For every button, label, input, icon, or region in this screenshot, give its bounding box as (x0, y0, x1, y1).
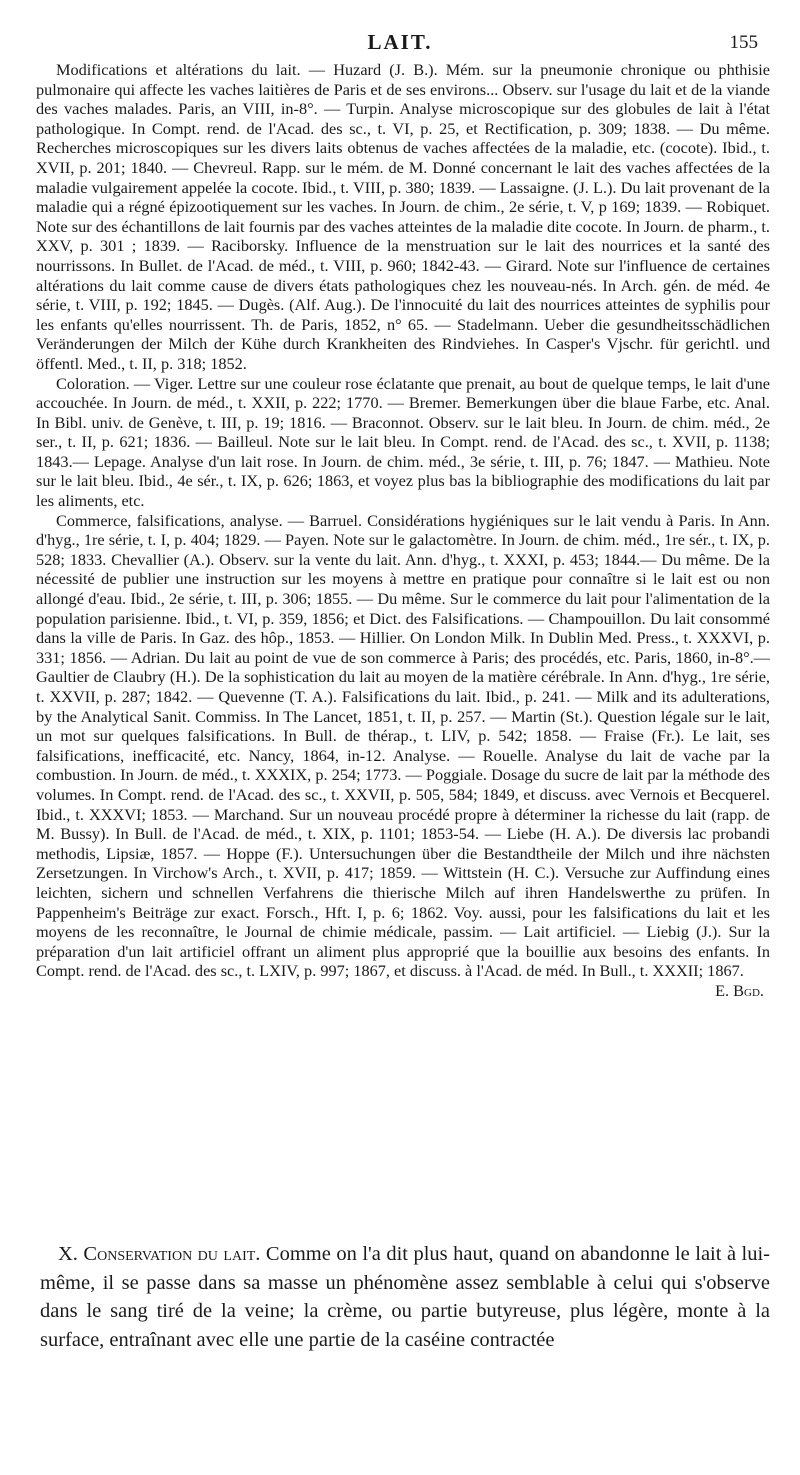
bibliography-paragraph-coloration: Coloration. — Viger. Lettre sur une couleur rose éclatante que prenait, au bout de quelque temps, le lait d'une accouchée. In Journ. de méd., t. XXII, p. 222; 1770. — Bremer. Bemerkungen über die blaue Farbe, etc. Anal. In Bibl. univ. de Genève, t. III, p. 19; 1816. — Braconnot. Observ. sur le lait bleu. In Journ. de chim. méd., 2e ser., t. II, p. 621; 1836. — Bailleul. Note sur le lait bleu. In Compt. rend. de l'Acad. des sc., t. XVII, p. 1138; 1843.— Lepage. Analyse d'un lait rose. In Journ. de chim. méd., 3e série, t. III, p. 76; 1847. — Mathieu. Note sur le lait bleu. Ibid., 4e sér., t. IX, p. 626; 1863, et voyez plus bas la bibliographie des modifications du lait par les aliments, etc. (36, 373, 770, 511)
bibliography-paragraph-modifications: Modifications et altérations du lait. — Huzard (J. B.). Mém. sur la pneumonie chronique ou phthisie pulmonaire qui affecte les vaches laitières de Paris et de ses environs... Observ. sur l'usage du lait et de la viande des vaches malades. Paris, an VIII, in-8°. — Turpin. Analyse microscopique sur des globules de lait à l'état pathologique. In Compt. rend. de l'Acad. des sc., t. VI, p. 25, et Rectification, p. 309; 1838. — Du même. Recherches microscopiques sur les divers laits obtenus de vaches affectées de la maladie, etc. (cocote). Ibid., t. XVII, p. 201; 1840. — Chevreul. Rapp. sur le mém. de M. Donné concernant le lait des vaches affectées de la maladie vulgairement appelée la cocote. Ibid., t. VIII, p. 380; 1839. — Lassaigne. (J. L.). Du lait provenant de la maladie qui a régné épizootiquement sur les vaches. In Journ. de chim., 2e série, t. V, p 169; 1839. — Robiquet. Note sur des échantillons de lait fournis par des vaches atteintes de la maladie dite cocote. In Journ. de pharm., t. XXV, p. 301 ; 1839. — Raciborsky. Influence de la menstruation sur le lait des nourrices et la santé des nourrissons. In Bullet. de l'Acad. de méd., t. VIII, p. 960; 1842-43. — Girard. Note sur l'influence de certaines altérations du lait comme cause de divers états pathologiques chez les nouveau-nés. In Arch. gén. de méd. 4e série, t. VIII, p. 192; 1845. — Dugès. (Alf. Aug.). De l'innocuité du lait des nourrices atteintes de syphilis pour les enfants qu'elles nourrissent. Th. de Paris, 1852, n° 65. — Stadelmann. Ueber die gesundheitsschädlichen Veränderungen der Milch der Kühe durch Krankheiten des Rindviehes. In Casper's Vjschr. für gerichtl. und öffentl. Med., t. II, p. 318; 1852. (36, 60, 770, 373)
running-head (0, 30, 800, 54)
page-number: 155 (729, 32, 758, 53)
bibliography (36, 60, 770, 1001)
section-body: Comme on l'a dit plus haut, quand on abandonne le lait à lui-même, il se passe dans sa masse un phénomène assez semblable à celui qui s'observe dans le sang tiré de la veine; la crème, ou partie butyreuse, plus légère, monte à la surface, entraînant avec elle une partie de la caséine contractée (40, 1243, 771, 1351)
section-conservation (40, 1240, 770, 1354)
bibliography-paragraph-commerce: Commerce, falsifications, analyse. — Barruel. Considérations hygiéniques sur le lait vendu à Paris. In Ann. d'hyg., 1re série, t. I, p. 404; 1829. — Payen. Note sur le galactomètre. In Journ. de chim. méd., 1re sér., t. IX, p. 528; 1833. Chevallier (A.). Observ. sur la vente du lait. Ann. d'hyg., t. XXXI, p. 453; 1844.— Du même. De la nécessité de publier une instruction sur les moyens à mettre en pratique pour connaître si le lait est ou non allongé d'eau. Ibid., 2e série, t. III, p. 306; 1855. — Du même. Sur le commerce du lait pour l'alimentation de la population parisienne. Ibid., t. VI, p. 359, 1856; et Dict. des Falsifications. — Champouillon. Du lait consommé dans la ville de Paris. In Gaz. des hôp., 1853. — Hillier. On London Milk. In Dublin Med. Press., t. XXXVI, p. 331; 1856. — Adrian. Du lait au point de vue de son commerce à Paris; des procédés, etc. Paris, 1860, in-8°.— Gaultier de Claubry (H.). De la sophistication du lait au moyen de la matière cérébrale. In Ann. d'hyg., 1re série, t. XXVII, p. 287; 1842. — Quevenne (T. A.). Falsifications du lait. Ibid., p. 241. — Milk and its adulterations, by the Analytical Sanit. Commiss. In The Lancet, 1851, t. II, p. 257. — Martin (St.). Question légale sur le lait, un mot sur quelques falsifications. In Bull. de thérap., t. LIV, p. 542; 1858. — Fraise (Fr.). Le lait, ses falsifications, inefficacité, etc. Nancy, 1864, in-12. Analyse. — Rouelle. Analyse du lait de vache par la combustion. In Journ. de méd., t. XXXIX, p. 254; 1773. — Poggiale. Dosage du sucre de lait par la méthode des volumes. In Compt. rend. de l'Acad. des sc., t. XXVII, p. 505, 584; 1849, et discuss. avec Vernois et Becquerel. Ibid., t. XXXVI; 1853. — Marchand. Sur un nouveau procédé propre à déterminer la richesse du lait (rapp. de M. Bussy). In Bull. de l'Acad. de méd., t. XIX, p. 1101; 1853-54. — Liebe (H. A.). De diversis lac probandi methodis, Lipsiæ, 1857. — Hoppe (F.). Untersuchungen über die Bestandtheile der Milch und ihre nächsten Zersetzungen. In Virchow's Arch., t. XVII, p. 417; 1859. — Wittstein (H. C.). Versuche zur Auffindung eines leichten, sichern und schnellen Verfahrens die thierische Milch auf ihren Handelswerthe zu prüfen. In Pappenheim's Beiträge zur exact. Forsch., Hft. I, p. 6; 1862. Voy. aussi, pour les falsifications du lait et les moyens de les reconnaître, le Journal de chimie médicale, passim. — Lait artificiel. — Liebig (J.). Sur la préparation d'un lait artificiel offrant un aliment plus approprié que la bouillie aux besoins des enfants. In Compt. rend. de l'Acad. des sc., t. LXIV, p. 997; 1867, et discuss. à l'Acad. de méd. In Bull., t. XXXII; 1867. (36, 510, 770, 981)
author-signature: E. Bgd. (715, 980, 764, 1000)
section-heading: X. Conservation du lait. (58, 1243, 261, 1265)
page-title: LAIT. (367, 30, 433, 54)
